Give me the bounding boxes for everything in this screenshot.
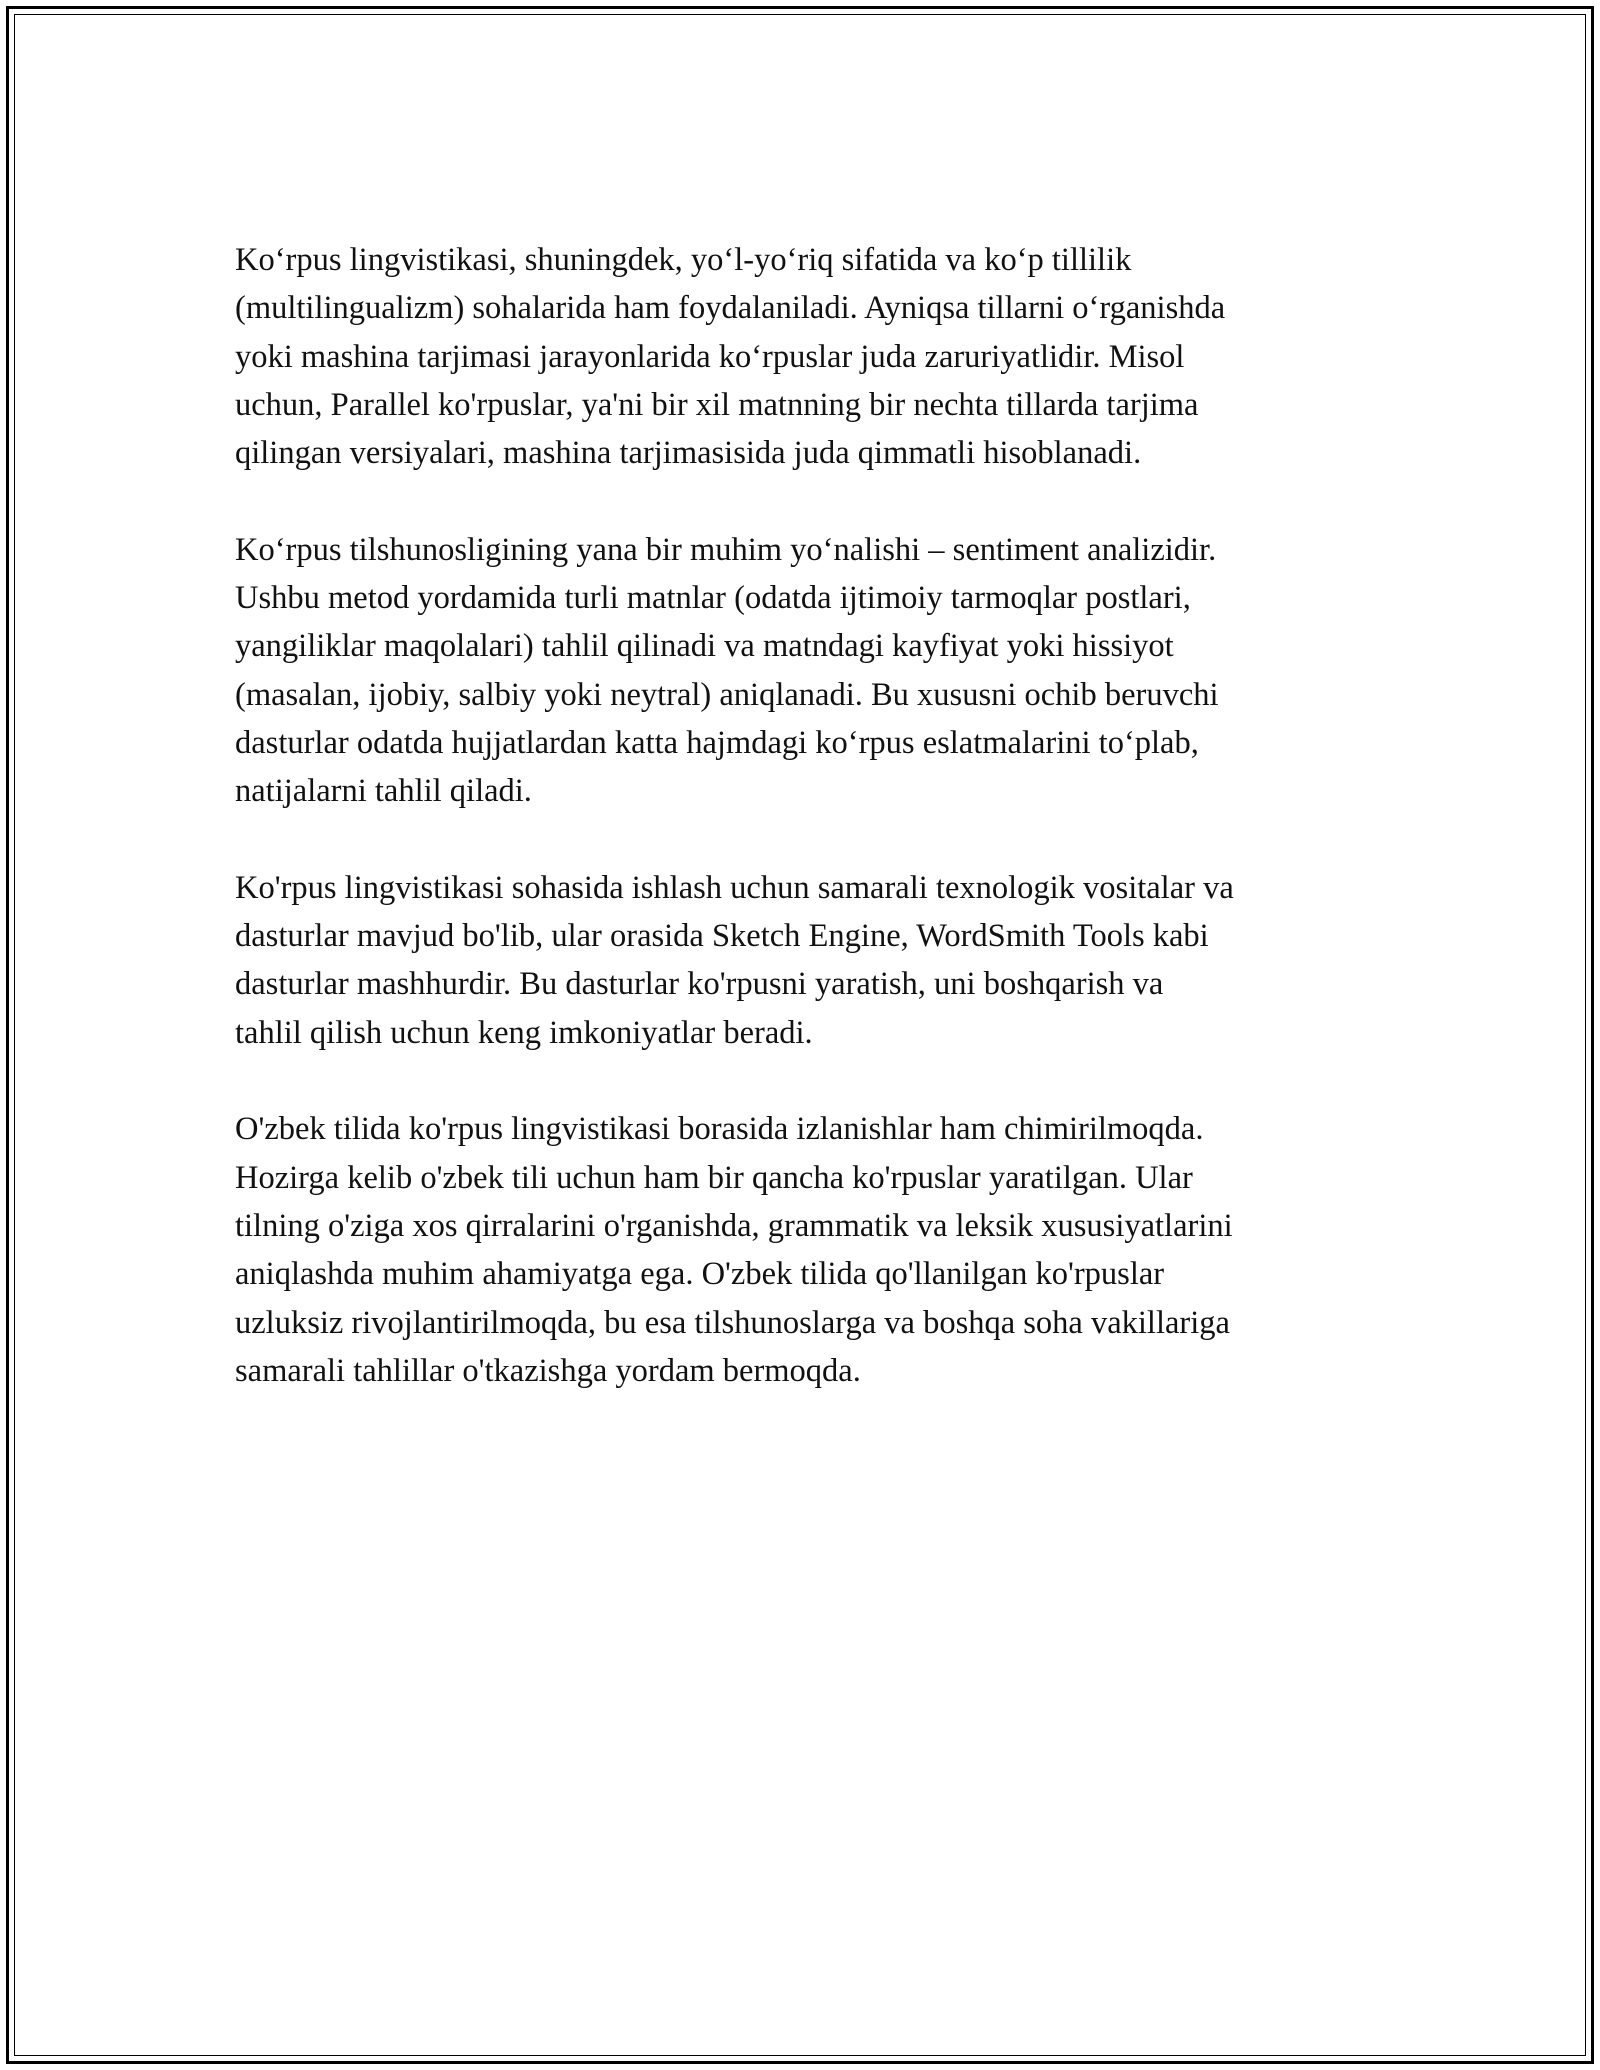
- text-line: (multilingualizm) sohalarida ham foydalaniladi. Ayniqsa tillarni o‘rganishda: [235, 290, 1226, 327]
- text-line: yangiliklar maqolalari) tahlil qilinadi va matndagi kayfiyat yoki hissiyot: [235, 628, 1174, 665]
- paragraph-1: [235, 236, 1375, 477]
- text-line: Hozirga kelib o'zbek tili uchun ham bir qancha ko'rpuslar yaratilgan. Ular: [235, 1159, 1193, 1196]
- text-line: (masalan, ijobiy, salbiy yoki neytral) aniqlanadi. Bu xususni ochib beruvchi: [235, 676, 1219, 713]
- text-line: qilingan versiyalari, mashina tarjimasisida juda qimmatli hisoblanadi.: [235, 435, 1142, 472]
- text-line: Ko'rpus lingvistikasi sohasida ishlash uchun samarali texnologik vositalar va: [235, 869, 1234, 906]
- text-line: yoki mashina tarjimasi jarayonlarida ko‘rpuslar juda zaruriyatlidir. Misol: [235, 338, 1185, 375]
- text-line: uzluksiz rivojlantirilmoqda, bu esa tilshunoslarga va boshqa soha vakillariga: [235, 1304, 1230, 1341]
- paragraph-2: [235, 526, 1375, 816]
- document-body: [235, 236, 1375, 1443]
- text-line: samarali tahlillar o'tkazishga yordam bermoqda.: [235, 1352, 861, 1389]
- text-line: dasturlar mavjud bo'lib, ular orasida Sketch Engine, WordSmith Tools kabi: [235, 918, 1209, 955]
- text-line: Ko‘rpus tilshunosligining yana bir muhim yo‘nalishi – sentiment analizidir.: [235, 531, 1217, 568]
- text-line: tilning o'ziga xos qirralarini o'rganishda, grammatik va leksik xususiyatlarini: [235, 1207, 1233, 1244]
- text-line: uchun, Parallel ko'rpuslar, ya'ni bir xil matnning bir nechta tillarda tarjima: [235, 386, 1199, 423]
- paragraph-3: [235, 864, 1375, 1057]
- paragraph-4: [235, 1105, 1375, 1395]
- text-line: dasturlar mashhurdir. Bu dasturlar ko'rpusni yaratish, uni boshqarish va: [235, 966, 1164, 1003]
- text-line: dasturlar odatda hujjatlardan katta hajmdagi ko‘rpus eslatmalarini to‘plab,: [235, 724, 1199, 761]
- text-line: aniqlashda muhim ahamiyatga ega. O'zbek tilida qo'llanilgan ko'rpuslar: [235, 1256, 1165, 1293]
- text-line: O'zbek tilida ko'rpus lingvistikasi borasida izlanishlar ham chimirilmoqda.: [235, 1111, 1204, 1148]
- text-line: Ko‘rpus lingvistikasi, shuningdek, yo‘l-yo‘riq sifatida va ko‘p tillilik: [235, 242, 1132, 278]
- text-line: natijalarni tahlil qiladi.: [235, 773, 532, 810]
- text-line: tahlil qilish uchun keng imkoniyatlar beradi.: [235, 1014, 813, 1051]
- text-line: Ushbu metod yordamida turli matnlar (odatda ijtimoiy tarmoqlar postlari,: [235, 580, 1191, 617]
